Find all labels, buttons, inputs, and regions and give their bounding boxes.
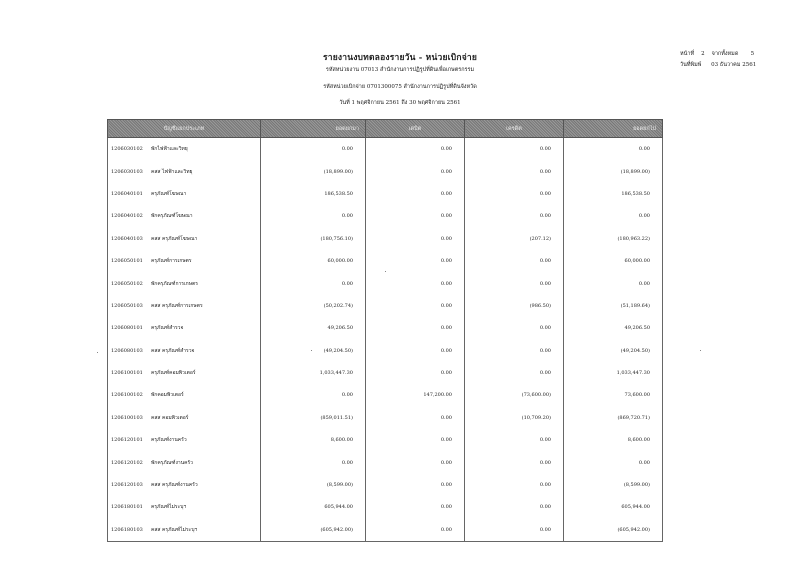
account-name: ครุภัณฑ์การเกษตร bbox=[151, 258, 192, 265]
account-cell bbox=[108, 407, 261, 429]
trial-balance-table bbox=[107, 119, 663, 542]
print-date: 03 ธันวาคม 2561 bbox=[711, 62, 757, 68]
debit-cell: 0.00 bbox=[366, 451, 465, 473]
scan-speck bbox=[97, 352, 98, 353]
account-cell bbox=[108, 228, 261, 250]
debit-cell: 0.00 bbox=[366, 183, 465, 205]
carry-forward-cell: 0.00 bbox=[564, 451, 663, 473]
balance-forward-cell: 186,538.50 bbox=[261, 183, 366, 205]
carry-forward-cell: (51,189.64) bbox=[564, 295, 663, 317]
account-name: คสส ครุภัณฑ์การเกษตร bbox=[151, 302, 203, 309]
carry-forward-cell: 8,600.00 bbox=[564, 429, 663, 451]
account-code: 1206080103 bbox=[111, 347, 143, 354]
balance-forward-cell: 49,206.50 bbox=[261, 317, 366, 339]
table-row bbox=[108, 317, 663, 339]
table-row bbox=[108, 451, 663, 473]
col-header-debit: เดบิต bbox=[366, 120, 465, 138]
credit-cell: (10,709.20) bbox=[465, 407, 564, 429]
table-row bbox=[108, 250, 663, 272]
carry-forward-cell: (180,963.22) bbox=[564, 228, 663, 250]
debit-cell: 0.00 bbox=[366, 205, 465, 227]
date-range-line: วันที่ 1 พฤศจิกายน 2561 ถึง 30 พฤศจิกายน 2561 bbox=[339, 100, 461, 106]
account-cell bbox=[108, 317, 261, 339]
carry-forward-cell: (49,204.50) bbox=[564, 340, 663, 362]
account-cell bbox=[108, 429, 261, 451]
balance-forward-cell: 1,033,447.30 bbox=[261, 362, 366, 384]
total-pages: 5 bbox=[750, 51, 755, 57]
debit-cell: 0.00 bbox=[366, 160, 465, 182]
credit-cell: 0.00 bbox=[465, 340, 564, 362]
balance-forward-cell: 0.00 bbox=[261, 451, 366, 473]
carry-forward-cell: (605,942.00) bbox=[564, 519, 663, 542]
account-cell bbox=[108, 474, 261, 496]
credit-cell: 0.00 bbox=[465, 160, 564, 182]
table-header-row bbox=[108, 120, 663, 138]
table-row bbox=[108, 205, 663, 227]
col-header-account: บัญชีแยกประเภท bbox=[108, 120, 261, 138]
account-name: คสส ครุภัณฑ์โฆษณา bbox=[151, 235, 198, 242]
balance-forward-cell: 0.00 bbox=[261, 138, 366, 161]
credit-cell: (207.12) bbox=[465, 228, 564, 250]
col-header-carry-forward: ยอดยกไป bbox=[564, 120, 663, 138]
carry-forward-cell: 0.00 bbox=[564, 272, 663, 294]
report-title: รายงานงบทดลองรายวัน - หน่วยเบิกจ่าย bbox=[322, 53, 478, 63]
debit-cell: 0.00 bbox=[366, 429, 465, 451]
account-code: 1206030103 bbox=[111, 168, 143, 175]
table-row bbox=[108, 474, 663, 496]
table-row bbox=[108, 138, 663, 161]
carry-forward-cell: 60,000.00 bbox=[564, 250, 663, 272]
table-row bbox=[108, 160, 663, 182]
account-cell bbox=[108, 340, 261, 362]
table-row bbox=[108, 429, 663, 451]
account-code: 1206120103 bbox=[111, 482, 143, 489]
debit-cell: 0.00 bbox=[366, 340, 465, 362]
account-code: 1206080101 bbox=[111, 325, 143, 332]
account-code: 1206120101 bbox=[111, 437, 143, 444]
credit-cell: (986.50) bbox=[465, 295, 564, 317]
disbursement-unit-line: รหัสหน่วยเบิกจ่าย 0701300075 สำนักงานการปฏิรูปที่ดินจังหวัด bbox=[323, 84, 477, 90]
col-header-balance-forward: ยอดยกมา bbox=[261, 120, 366, 138]
table-row bbox=[108, 407, 663, 429]
balance-forward-cell: 8,600.00 bbox=[261, 429, 366, 451]
balance-forward-cell: (605,942.00) bbox=[261, 519, 366, 542]
account-name: ครุภัณฑ์ไม่ระบุฯ bbox=[151, 504, 187, 511]
table-row bbox=[108, 228, 663, 250]
carry-forward-cell: 49,206.50 bbox=[564, 317, 663, 339]
carry-forward-cell: (8,599.00) bbox=[564, 474, 663, 496]
balance-forward-cell: (8,599.00) bbox=[261, 474, 366, 496]
carry-forward-cell: 0.00 bbox=[564, 205, 663, 227]
debit-cell: 0.00 bbox=[366, 228, 465, 250]
account-name: ครุภัณฑ์งานครัว bbox=[151, 437, 187, 444]
account-code: 1206040101 bbox=[111, 190, 143, 197]
debit-cell: 0.00 bbox=[366, 295, 465, 317]
debit-cell: 0.00 bbox=[366, 474, 465, 496]
debit-cell: 0.00 bbox=[366, 317, 465, 339]
credit-cell: 0.00 bbox=[465, 451, 564, 473]
debit-cell: 0.00 bbox=[366, 362, 465, 384]
account-name: ครุภัณฑ์สำรวจ bbox=[151, 325, 184, 332]
account-code: 1206050101 bbox=[111, 258, 143, 265]
account-name: พักครุภัณฑ์งานครัว bbox=[151, 459, 193, 466]
account-code: 1206030102 bbox=[111, 146, 143, 153]
balance-forward-cell: (859,011.51) bbox=[261, 407, 366, 429]
balance-forward-cell: 0.00 bbox=[261, 384, 366, 406]
table-row bbox=[108, 183, 663, 205]
balance-forward-cell: 605,944.00 bbox=[261, 496, 366, 518]
account-cell bbox=[108, 138, 261, 161]
credit-cell: (73,600.00) bbox=[465, 384, 564, 406]
account-name: คสส ครุภัณฑ์สำรวจ bbox=[151, 347, 195, 354]
col-header-credit: เครดิต bbox=[465, 120, 564, 138]
carry-forward-cell: 605,944.00 bbox=[564, 496, 663, 518]
debit-cell: 147,200.00 bbox=[366, 384, 465, 406]
debit-cell: 0.00 bbox=[366, 272, 465, 294]
account-code: 1206050103 bbox=[111, 302, 143, 309]
account-name: คสส ครุภัณฑ์งานครัว bbox=[151, 482, 198, 489]
balance-forward-cell: 60,000.00 bbox=[261, 250, 366, 272]
balance-forward-cell: (180,756.10) bbox=[261, 228, 366, 250]
table-row bbox=[108, 519, 663, 542]
credit-cell: 0.00 bbox=[465, 272, 564, 294]
account-name: คสส คอมพิวเตอร์ bbox=[151, 414, 189, 421]
account-name: พักคอมพิวเตอร์ bbox=[151, 392, 184, 399]
table-row bbox=[108, 340, 663, 362]
account-cell bbox=[108, 250, 261, 272]
account-code: 1206100103 bbox=[111, 414, 143, 421]
page-label: หน้าที่ bbox=[680, 51, 695, 57]
account-cell bbox=[108, 295, 261, 317]
account-name: พักครุภัณฑ์โฆษณา bbox=[151, 213, 193, 220]
credit-cell: 0.00 bbox=[465, 317, 564, 339]
account-code: 1206180101 bbox=[111, 504, 143, 511]
carry-forward-cell: 73,600.00 bbox=[564, 384, 663, 406]
account-code: 1206040102 bbox=[111, 213, 143, 220]
account-cell bbox=[108, 496, 261, 518]
debit-cell: 0.00 bbox=[366, 250, 465, 272]
credit-cell: 0.00 bbox=[465, 362, 564, 384]
credit-cell: 0.00 bbox=[465, 183, 564, 205]
account-cell bbox=[108, 205, 261, 227]
account-code: 1206100101 bbox=[111, 370, 143, 377]
carry-forward-cell: (18,899.00) bbox=[564, 160, 663, 182]
credit-cell: 0.00 bbox=[465, 496, 564, 518]
account-cell bbox=[108, 362, 261, 384]
account-name: พักไฟฟ้าและวิทยุ bbox=[151, 146, 188, 153]
balance-forward-cell: (18,899.00) bbox=[261, 160, 366, 182]
scan-speck bbox=[311, 350, 312, 351]
account-cell bbox=[108, 272, 261, 294]
credit-cell: 0.00 bbox=[465, 474, 564, 496]
carry-forward-cell: 186,538.50 bbox=[564, 183, 663, 205]
account-name: คสส ไฟฟ้าและวิทยุ bbox=[151, 168, 193, 175]
carry-forward-cell: (869,720.71) bbox=[564, 407, 663, 429]
balance-forward-cell: 0.00 bbox=[261, 205, 366, 227]
agency-line: รหัสหน่วยงาน 07013 สำนักงานการปฏิรูปที่ดินเพื่อเกษตรกรรม bbox=[325, 67, 475, 73]
scan-speck bbox=[385, 271, 386, 272]
carry-forward-cell: 0.00 bbox=[564, 138, 663, 161]
balance-forward-cell: (50,202.74) bbox=[261, 295, 366, 317]
table-row bbox=[108, 272, 663, 294]
table-row bbox=[108, 496, 663, 518]
credit-cell: 0.00 bbox=[465, 205, 564, 227]
account-cell bbox=[108, 183, 261, 205]
account-cell bbox=[108, 519, 261, 542]
page-info bbox=[680, 49, 756, 71]
credit-cell: 0.00 bbox=[465, 519, 564, 542]
account-code: 1206100102 bbox=[111, 392, 143, 399]
total-label: จากทั้งหมด bbox=[711, 51, 739, 57]
account-name: ครุภัณฑ์โฆษณา bbox=[151, 190, 187, 197]
balance-forward-cell: (49,204.50) bbox=[261, 340, 366, 362]
debit-cell: 0.00 bbox=[366, 138, 465, 161]
account-code: 1206040103 bbox=[111, 235, 143, 242]
credit-cell: 0.00 bbox=[465, 250, 564, 272]
carry-forward-cell: 1,033,447.30 bbox=[564, 362, 663, 384]
account-cell bbox=[108, 384, 261, 406]
debit-cell: 0.00 bbox=[366, 519, 465, 542]
account-name: คสส ครุภัณฑ์ไม่ระบุฯ bbox=[151, 526, 198, 533]
debit-cell: 0.00 bbox=[366, 407, 465, 429]
table-row bbox=[108, 295, 663, 317]
account-code: 1206050102 bbox=[111, 280, 143, 287]
print-date-label: วันที่พิมพ์ bbox=[680, 62, 702, 68]
account-cell bbox=[108, 160, 261, 182]
credit-cell: 0.00 bbox=[465, 429, 564, 451]
credit-cell: 0.00 bbox=[465, 138, 564, 161]
page-number: 2 bbox=[701, 51, 705, 57]
debit-cell: 0.00 bbox=[366, 496, 465, 518]
table-body bbox=[108, 138, 663, 542]
table-row bbox=[108, 362, 663, 384]
balance-forward-cell: 0.00 bbox=[261, 272, 366, 294]
scan-speck bbox=[700, 350, 701, 351]
account-name: ครุภัณฑ์คอมพิวเตอร์ bbox=[151, 370, 196, 377]
account-code: 1206180103 bbox=[111, 526, 143, 533]
account-name: พักครุภัณฑ์การเกษตร bbox=[151, 280, 198, 287]
account-code: 1206120102 bbox=[111, 459, 143, 466]
account-cell bbox=[108, 451, 261, 473]
table-row bbox=[108, 384, 663, 406]
